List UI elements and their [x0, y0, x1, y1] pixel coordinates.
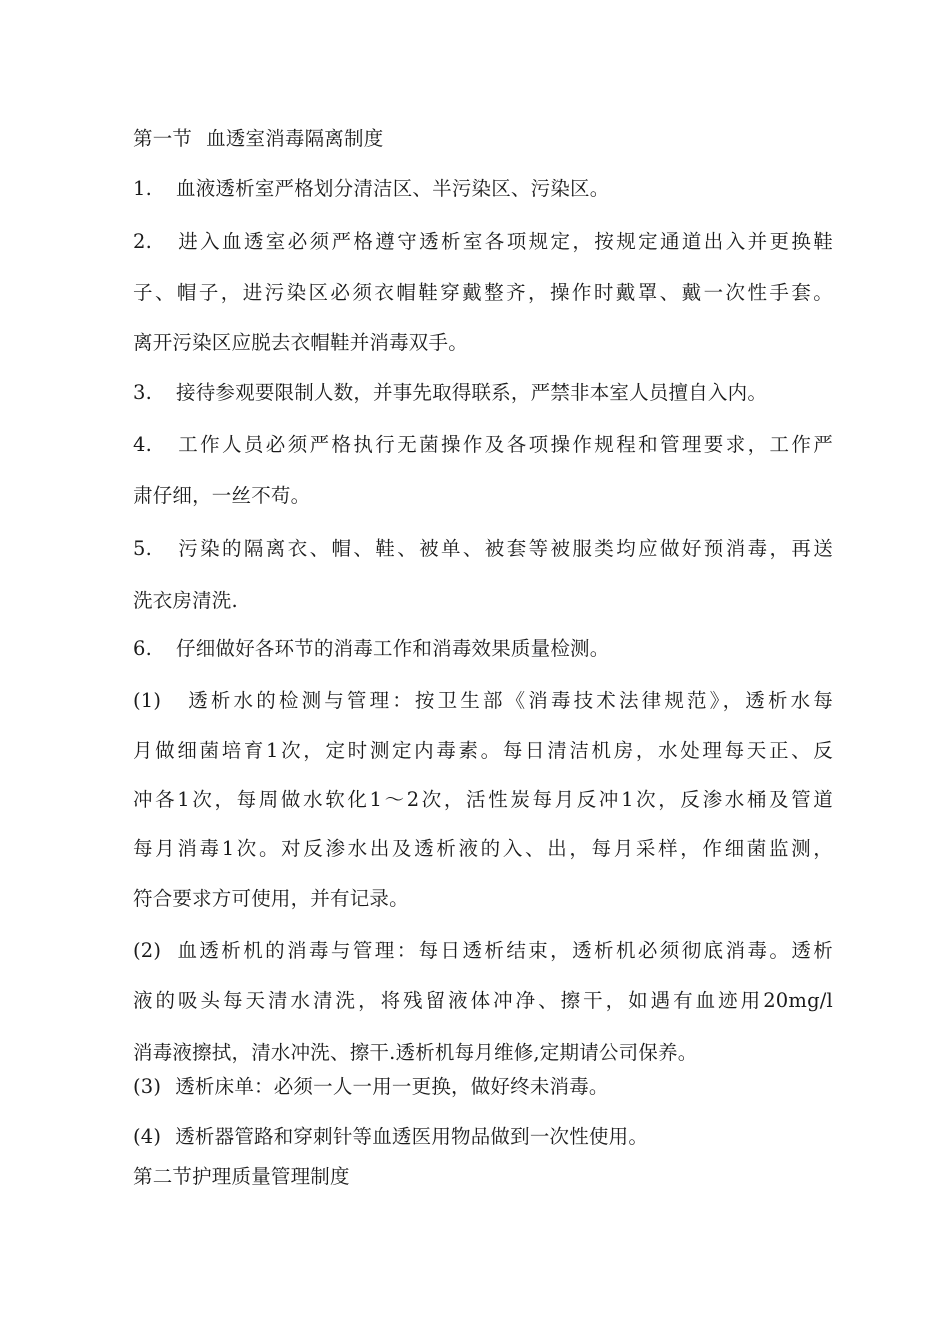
sub-item-2-line-3: 消毒液擦拭，清水冲洗、擦干.透析机每月维修,定期请公司保养。	[133, 1041, 698, 1064]
sub-item-1-line-5: 符合要求方可使用，并有记录。	[133, 887, 409, 910]
section-heading: 血透室消毒隔离制度	[206, 127, 384, 150]
rule-item-2-line-3: 离开污染区应脱去衣帽鞋并消毒双手。	[133, 331, 468, 354]
rule-item-5-line-1	[133, 536, 833, 562]
rule-item-3	[133, 380, 833, 406]
sub-item-1-line-4: 每月消毒1次。对反渗水出及透析液的入、出，每月采样，作细菌监测，	[133, 837, 833, 860]
sub-item-number: (3)	[133, 1075, 162, 1098]
rule-item-1	[133, 176, 833, 202]
sub-item-text: 血透析机的消毒与管理：每日透析结束，透析机必须彻底消毒。透析	[175, 939, 833, 962]
item-number: 2.	[133, 230, 153, 253]
sub-item-3	[133, 1074, 833, 1100]
sub-item-text: 透析床单：必须一人一用一更换，做好终未消毒。	[175, 1075, 609, 1098]
item-text: 污染的隔离衣、帽、鞋、被单、被套等被服类均应做好预消毒，再送	[176, 537, 833, 560]
sub-item-2-line-1	[133, 938, 833, 964]
item-number: 3.	[133, 381, 153, 404]
sub-item-number: (4)	[133, 1125, 162, 1148]
item-text: 仔细做好各环节的消毒工作和消毒效果质量检测。	[176, 637, 610, 660]
rule-item-6	[133, 636, 833, 662]
item-number: 1.	[133, 177, 153, 200]
item-number: 4.	[133, 433, 153, 456]
sub-item-4	[133, 1124, 833, 1150]
item-text: 接待参观要限制人数，并事先取得联系，严禁非本室人员擅自入内。	[176, 381, 768, 404]
item-text: 工作人员必须严格执行无菌操作及各项操作规程和管理要求，工作严	[176, 433, 833, 456]
item-text: 进入血透室必须严格遵守透析室各项规定，按规定通道出入并更换鞋	[176, 230, 833, 253]
rule-item-2-line-1	[133, 229, 833, 255]
sub-item-text: 透析器管路和穿刺针等血透医用物品做到一次性使用。	[175, 1125, 649, 1148]
sub-item-1-line-2: 月做细菌培育1次，定时测定内毒素。每日清洁机房，水处理每天正、反	[133, 739, 833, 762]
rule-item-4-line-1	[133, 432, 833, 458]
sub-item-1-line-1	[133, 688, 833, 714]
sub-item-2-line-2: 液的吸头每天清水清洗，将残留液体冲净、擦干，如遇有血迹用20mg/l	[133, 989, 833, 1012]
sub-item-number: (1)	[133, 689, 162, 712]
item-number: 6.	[133, 637, 153, 660]
item-number: 5.	[133, 537, 153, 560]
section-2-title: 第二节护理质量管理制度	[133, 1165, 350, 1188]
rule-item-4-line-2: 肃仔细，一丝不苟。	[133, 484, 311, 507]
sub-item-text: 透析水的检测与管理：按卫生部《消毒技术法律规范》，透析水每	[185, 689, 833, 712]
sub-item-1-line-3: 冲各1次，每周做水软化1〜2次，活性炭每月反冲1次，反渗水桶及管道	[133, 788, 833, 811]
rule-item-5-line-2: 洗衣房清洗.	[133, 589, 238, 612]
rule-item-2-line-2: 子、帽子，进污染区必须衣帽鞋穿戴整齐，操作时戴罩、戴一次性手套。	[133, 281, 833, 304]
section-title	[133, 126, 833, 152]
item-text: 血液透析室严格划分清洁区、半污染区、污染区。	[176, 177, 610, 200]
section-number: 第一节	[133, 127, 193, 150]
sub-item-number: (2)	[133, 939, 162, 962]
